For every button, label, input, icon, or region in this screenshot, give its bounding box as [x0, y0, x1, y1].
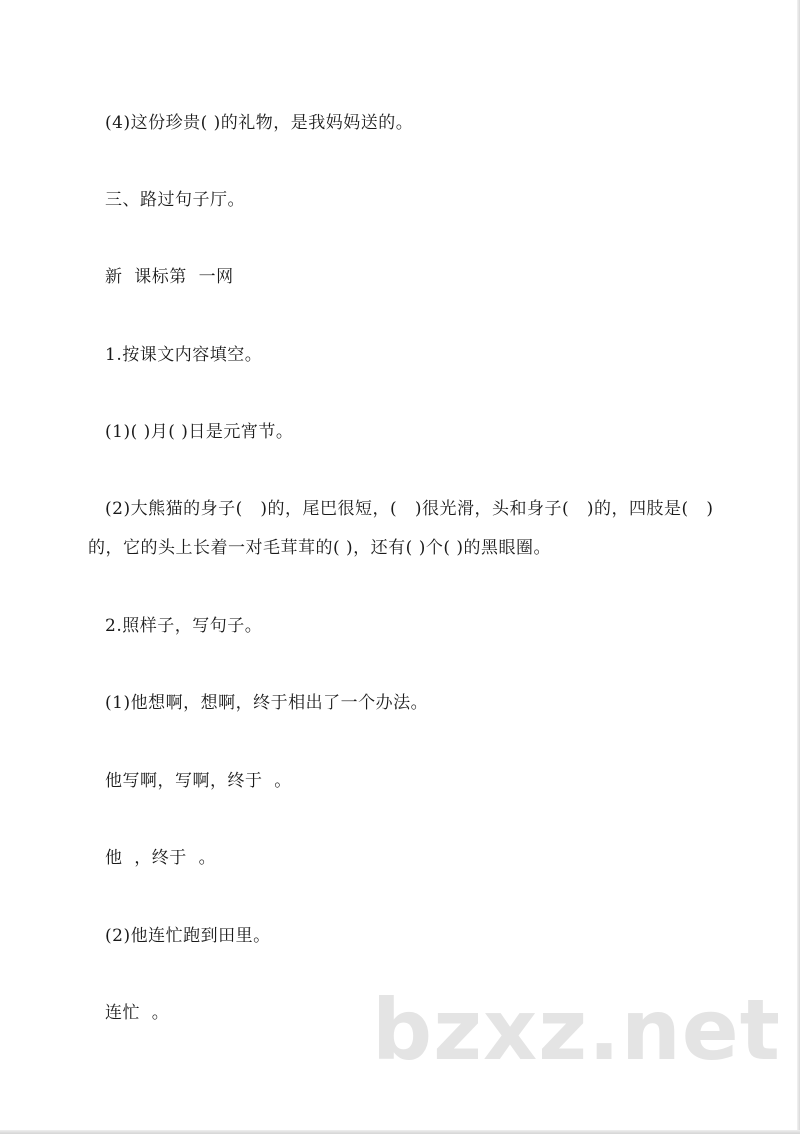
text-line-example-sentence: (1)他想啊，想啊，终于相出了一个办法。 [105, 693, 429, 713]
text-line-lantern-festival: (1)( )月( )日是元宵节。 [105, 422, 294, 442]
text-line-panda-description: (2)大熊猫的身子( )的，尾巴很短，( )很光滑，头和身子( )的，四肢是( ) [105, 499, 714, 519]
text-line-hurry-practice: 连忙 。 [105, 1003, 170, 1023]
page-edge-shadow-bottom [0, 1130, 800, 1134]
question-heading-sentence-pattern: 2.照样子，写句子。 [105, 616, 263, 636]
text-line-gift-sentence: (4)这份珍贵( )的礼物，是我妈妈送的。 [105, 113, 414, 133]
site-watermark: bzxz.net [372, 981, 781, 1079]
text-line-field-sentence: (2)他连忙跑到田里。 [105, 926, 271, 946]
question-heading-fill-blanks: 1.按课文内容填空。 [105, 345, 263, 365]
text-line-practice-blank: 他 ，终于 。 [105, 848, 217, 868]
text-line-site-mark: 新 课标第 一网 [105, 267, 234, 287]
text-line-panda-description-continued: 的，它的头上长着一对毛茸茸的( )，还有( )个( )的黑眼圈。 [88, 538, 552, 558]
section-heading-sentence-hall: 三、路过句子厅。 [105, 190, 245, 210]
text-line-practice-write: 他写啊，写啊，终于 。 [105, 771, 292, 791]
